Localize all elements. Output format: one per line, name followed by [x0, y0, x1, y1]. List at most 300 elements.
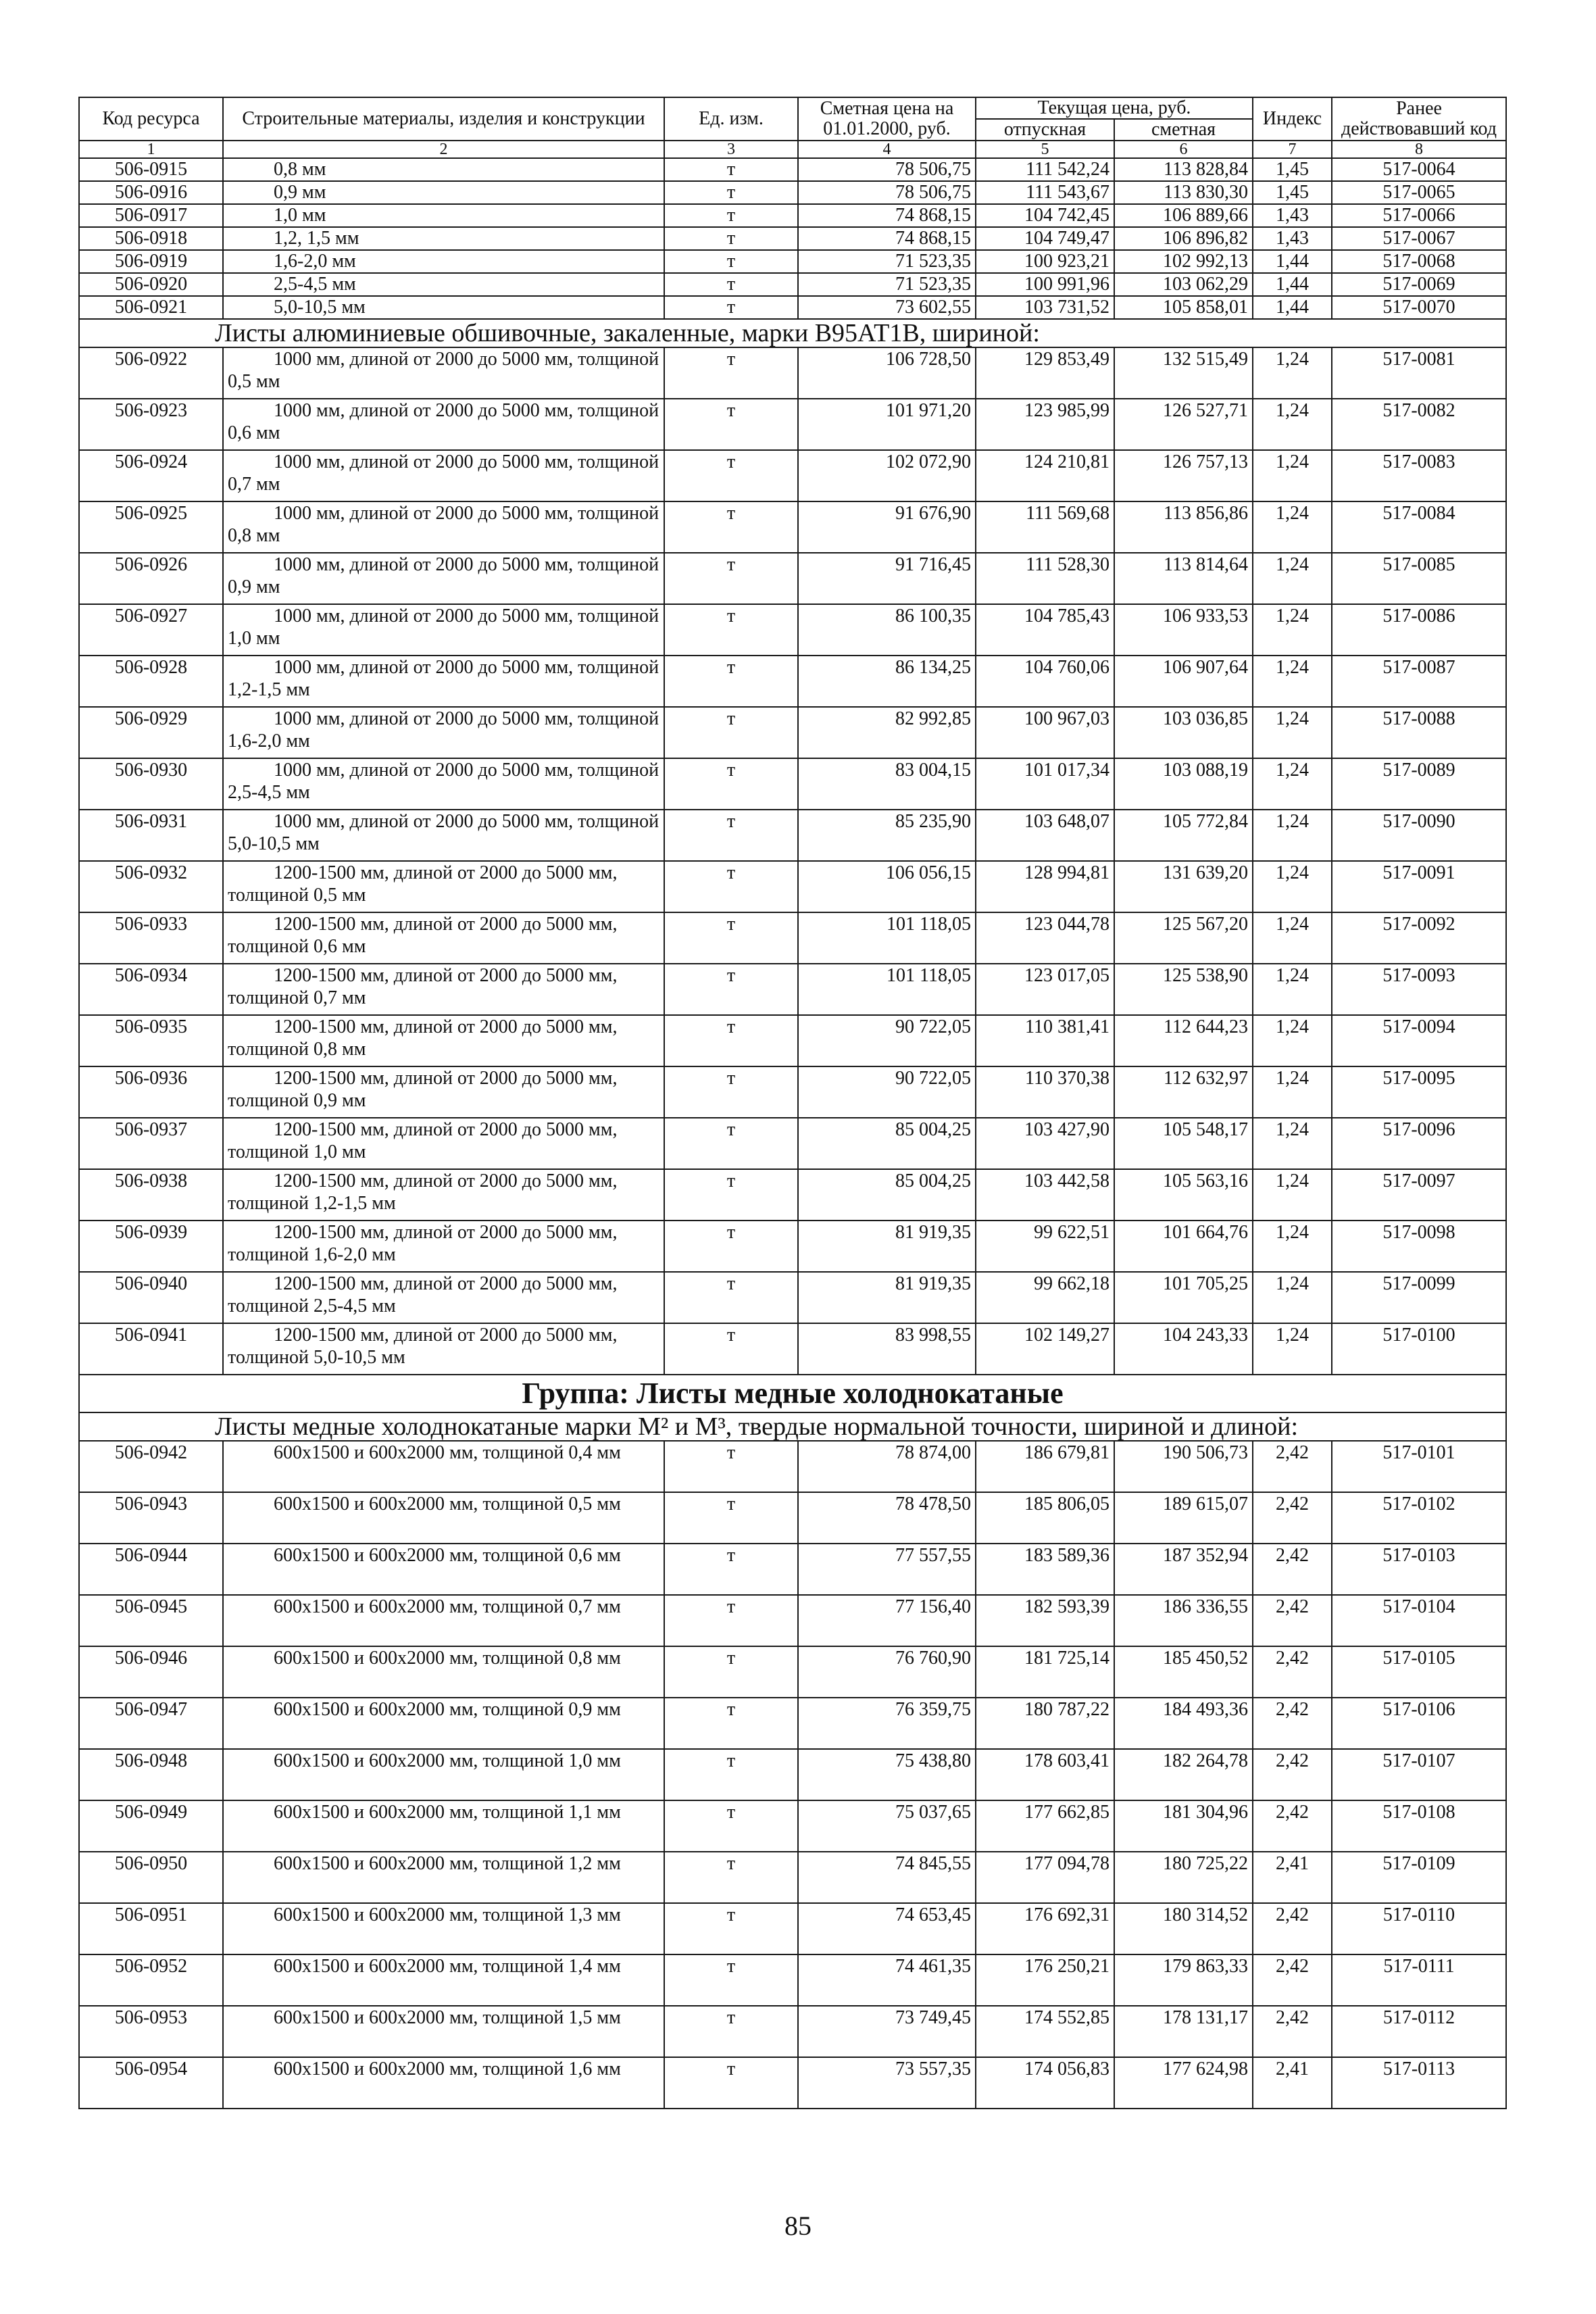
group-title: Группа: Листы медные холоднокатаные	[79, 1375, 1506, 1412]
price-index: 1,44	[1253, 296, 1332, 319]
unit-cell: т	[664, 1015, 798, 1066]
price-index: 1,24	[1253, 1066, 1332, 1118]
previous-code: 517-0092	[1332, 912, 1506, 964]
resource-code: 506-0930	[79, 758, 223, 810]
resource-code: 506-0941	[79, 1323, 223, 1375]
estimate-price: 101 705,25	[1114, 1272, 1253, 1323]
group-title-copper	[79, 1375, 1506, 1441]
unit-cell: т	[664, 1903, 798, 1954]
unit-cell: т	[664, 1221, 798, 1272]
base-price: 78 874,00	[798, 1441, 976, 1492]
table-row	[79, 227, 1506, 250]
table-row	[79, 1015, 1506, 1066]
release-price: 110 381,41	[976, 1015, 1114, 1066]
estimate-price: 125 567,20	[1114, 912, 1253, 964]
header-index: Индекс	[1253, 97, 1332, 141]
table-row	[79, 2006, 1506, 2057]
estimate-price: 113 856,86	[1114, 501, 1253, 553]
estimate-price: 105 563,16	[1114, 1169, 1253, 1221]
page-number: 85	[784, 2211, 812, 2241]
column-number-row	[79, 141, 1506, 158]
base-price: 91 716,45	[798, 553, 976, 604]
previous-code: 517-0091	[1332, 861, 1506, 912]
release-price: 111 569,68	[976, 501, 1114, 553]
table-row	[79, 1903, 1506, 1954]
header-estimate-price: Сметная цена на 01.01.2000, руб.	[798, 97, 976, 141]
material-description: 1200-1500 мм, длиной от 2000 до 5000 мм, толщиной 0,9 мм	[223, 1066, 664, 1118]
table-row	[79, 1272, 1506, 1323]
material-description: 1000 мм, длиной от 2000 до 5000 мм, толщиной 0,6 мм	[223, 399, 664, 450]
column-number: 6	[1114, 141, 1253, 158]
unit-cell: т	[664, 1749, 798, 1800]
estimate-price: 113 830,30	[1114, 181, 1253, 204]
unit-cell: т	[664, 1954, 798, 2006]
material-description: 1200-1500 мм, длиной от 2000 до 5000 мм, толщиной 2,5-4,5 мм	[223, 1272, 664, 1323]
base-price: 86 100,35	[798, 604, 976, 656]
header-unit: Ед. изм.	[664, 97, 798, 141]
table-row	[79, 1646, 1506, 1698]
release-price: 110 370,38	[976, 1066, 1114, 1118]
resource-code: 506-0949	[79, 1800, 223, 1852]
estimate-price: 112 632,97	[1114, 1066, 1253, 1118]
unit-cell: т	[664, 273, 798, 296]
estimate-price: 106 907,64	[1114, 656, 1253, 707]
base-price: 76 760,90	[798, 1646, 976, 1698]
resource-code: 506-0919	[79, 250, 223, 273]
resource-code: 506-0917	[79, 204, 223, 227]
price-index: 1,24	[1253, 1272, 1332, 1323]
unit-cell: т	[664, 1272, 798, 1323]
estimate-price: 185 450,52	[1114, 1646, 1253, 1698]
price-index: 1,24	[1253, 707, 1332, 758]
resource-code: 506-0922	[79, 347, 223, 399]
base-price: 90 722,05	[798, 1015, 976, 1066]
material-description: 600x1500 и 600x2000 мм, толщиной 1,0 мм	[223, 1749, 664, 1800]
base-price: 73 557,35	[798, 2057, 976, 2109]
material-description: 600x1500 и 600x2000 мм, толщиной 0,8 мм	[223, 1646, 664, 1698]
base-price: 91 676,90	[798, 501, 976, 553]
base-price: 85 004,25	[798, 1169, 976, 1221]
base-price: 74 845,55	[798, 1852, 976, 1903]
material-description: 600x1500 и 600x2000 мм, толщиной 1,2 мм	[223, 1852, 664, 1903]
price-index: 1,24	[1253, 604, 1332, 656]
table-row	[79, 181, 1506, 204]
release-price: 178 603,41	[976, 1749, 1114, 1800]
table-body-aluminum	[79, 347, 1506, 1375]
estimate-price: 187 352,94	[1114, 1544, 1253, 1595]
table-row	[79, 861, 1506, 912]
material-description: 0,9 мм	[223, 181, 664, 204]
base-price: 82 992,85	[798, 707, 976, 758]
base-price: 85 004,25	[798, 1118, 976, 1169]
price-index: 2,42	[1253, 1954, 1332, 2006]
resource-code: 506-0944	[79, 1544, 223, 1595]
base-price: 102 072,90	[798, 450, 976, 501]
column-number: 2	[223, 141, 664, 158]
unit-cell: т	[664, 1698, 798, 1749]
previous-code: 517-0070	[1332, 296, 1506, 319]
price-index: 1,24	[1253, 964, 1332, 1015]
unit-cell: т	[664, 1066, 798, 1118]
price-index: 1,24	[1253, 912, 1332, 964]
material-description: 1000 мм, длиной от 2000 до 5000 мм, толщиной 1,0 мм	[223, 604, 664, 656]
base-price: 74 868,15	[798, 204, 976, 227]
previous-code: 517-0084	[1332, 501, 1506, 553]
estimate-price: 180 725,22	[1114, 1852, 1253, 1903]
unit-cell: т	[664, 450, 798, 501]
resource-code: 506-0947	[79, 1698, 223, 1749]
table-row	[79, 1698, 1506, 1749]
price-index: 2,42	[1253, 2006, 1332, 2057]
material-description: 1000 мм, длиной от 2000 до 5000 мм, толщиной 1,6-2,0 мм	[223, 707, 664, 758]
material-description: 600x1500 и 600x2000 мм, толщиной 0,7 мм	[223, 1595, 664, 1646]
unit-cell: т	[664, 181, 798, 204]
table-row	[79, 656, 1506, 707]
price-table	[78, 97, 1507, 2109]
base-price: 85 235,90	[798, 810, 976, 861]
release-price: 102 149,27	[976, 1323, 1114, 1375]
base-price: 74 653,45	[798, 1903, 976, 1954]
previous-code: 517-0083	[1332, 450, 1506, 501]
previous-code: 517-0069	[1332, 273, 1506, 296]
header-release-price: отпускная	[976, 119, 1114, 141]
estimate-price: 113 814,64	[1114, 553, 1253, 604]
base-price: 75 438,80	[798, 1749, 976, 1800]
resource-code: 506-0924	[79, 450, 223, 501]
estimate-price: 131 639,20	[1114, 861, 1253, 912]
material-description: 1000 мм, длиной от 2000 до 5000 мм, толщиной 0,5 мм	[223, 347, 664, 399]
release-price: 177 662,85	[976, 1800, 1114, 1852]
unit-cell: т	[664, 204, 798, 227]
estimate-price: 126 757,13	[1114, 450, 1253, 501]
material-description: 600x1500 и 600x2000 мм, толщиной 1,5 мм	[223, 2006, 664, 2057]
price-index: 1,24	[1253, 399, 1332, 450]
release-price: 104 785,43	[976, 604, 1114, 656]
material-description: 1200-1500 мм, длиной от 2000 до 5000 мм, толщиной 1,2-1,5 мм	[223, 1169, 664, 1221]
unit-cell: т	[664, 2057, 798, 2109]
estimate-price: 105 858,01	[1114, 296, 1253, 319]
table-body-copper	[79, 1441, 1506, 2109]
section-title: Листы алюминиевые обшивочные, закаленные, марки В95АТ1В, шириной:	[79, 319, 1506, 347]
previous-code: 517-0108	[1332, 1800, 1506, 1852]
release-price: 103 427,90	[976, 1118, 1114, 1169]
table-row	[79, 296, 1506, 319]
resource-code: 506-0938	[79, 1169, 223, 1221]
estimate-price: 105 772,84	[1114, 810, 1253, 861]
release-price: 103 442,58	[976, 1169, 1114, 1221]
unit-cell: т	[664, 861, 798, 912]
table-row	[79, 604, 1506, 656]
release-price: 104 749,47	[976, 227, 1114, 250]
unit-cell: т	[664, 810, 798, 861]
release-price: 182 593,39	[976, 1595, 1114, 1646]
unit-cell: т	[664, 158, 798, 181]
resource-code: 506-0932	[79, 861, 223, 912]
resource-code: 506-0926	[79, 553, 223, 604]
base-price: 73 602,55	[798, 296, 976, 319]
resource-code: 506-0918	[79, 227, 223, 250]
release-price: 124 210,81	[976, 450, 1114, 501]
price-index: 1,24	[1253, 1118, 1332, 1169]
material-description: 2,5-4,5 мм	[223, 273, 664, 296]
previous-code: 517-0107	[1332, 1749, 1506, 1800]
resource-code: 506-0936	[79, 1066, 223, 1118]
base-price: 77 557,55	[798, 1544, 976, 1595]
unit-cell: т	[664, 1492, 798, 1544]
release-price: 186 679,81	[976, 1441, 1114, 1492]
unit-cell: т	[664, 1441, 798, 1492]
price-index: 1,43	[1253, 227, 1332, 250]
release-price: 176 250,21	[976, 1954, 1114, 2006]
material-description: 1200-1500 мм, длиной от 2000 до 5000 мм, толщиной 1,6-2,0 мм	[223, 1221, 664, 1272]
estimate-price: 113 828,84	[1114, 158, 1253, 181]
price-index: 2,42	[1253, 1800, 1332, 1852]
estimate-price: 189 615,07	[1114, 1492, 1253, 1544]
table-row	[79, 501, 1506, 553]
resource-code: 506-0931	[79, 810, 223, 861]
previous-code: 517-0101	[1332, 1441, 1506, 1492]
estimate-price: 182 264,78	[1114, 1749, 1253, 1800]
resource-code: 506-0948	[79, 1749, 223, 1800]
material-description: 1000 мм, длиной от 2000 до 5000 мм, толщиной 1,2-1,5 мм	[223, 656, 664, 707]
resource-code: 506-0916	[79, 181, 223, 204]
material-description: 0,8 мм	[223, 158, 664, 181]
previous-code: 517-0081	[1332, 347, 1506, 399]
base-price: 74 461,35	[798, 1954, 976, 2006]
price-index: 1,24	[1253, 1015, 1332, 1066]
estimate-price: 103 036,85	[1114, 707, 1253, 758]
previous-code: 517-0088	[1332, 707, 1506, 758]
base-price: 86 134,25	[798, 656, 976, 707]
estimate-price: 106 933,53	[1114, 604, 1253, 656]
table-row	[79, 158, 1506, 181]
release-price: 111 543,67	[976, 181, 1114, 204]
resource-code: 506-0928	[79, 656, 223, 707]
release-price: 177 094,78	[976, 1852, 1114, 1903]
table-header	[79, 97, 1506, 158]
column-number: 7	[1253, 141, 1332, 158]
unit-cell: т	[664, 1800, 798, 1852]
resource-code: 506-0951	[79, 1903, 223, 1954]
material-description: 1000 мм, длиной от 2000 до 5000 мм, толщиной 0,8 мм	[223, 501, 664, 553]
base-price: 74 868,15	[798, 227, 976, 250]
column-number: 4	[798, 141, 976, 158]
previous-code: 517-0096	[1332, 1118, 1506, 1169]
previous-code: 517-0093	[1332, 964, 1506, 1015]
material-description: 1200-1500 мм, длиной от 2000 до 5000 мм, толщиной 0,7 мм	[223, 964, 664, 1015]
release-price: 123 985,99	[976, 399, 1114, 450]
unit-cell: т	[664, 1169, 798, 1221]
table-row	[79, 1118, 1506, 1169]
estimate-price: 105 548,17	[1114, 1118, 1253, 1169]
release-price: 104 760,06	[976, 656, 1114, 707]
resource-code: 506-0942	[79, 1441, 223, 1492]
table-row	[79, 1066, 1506, 1118]
previous-code: 517-0089	[1332, 758, 1506, 810]
price-index: 1,24	[1253, 1221, 1332, 1272]
base-price: 83 004,15	[798, 758, 976, 810]
header-current-price: Текущая цена, руб.	[976, 97, 1253, 119]
table-row	[79, 1749, 1506, 1800]
unit-cell: т	[664, 1852, 798, 1903]
previous-code: 517-0082	[1332, 399, 1506, 450]
unit-cell: т	[664, 250, 798, 273]
previous-code: 517-0095	[1332, 1066, 1506, 1118]
table-row	[79, 707, 1506, 758]
previous-code: 517-0067	[1332, 227, 1506, 250]
table-row	[79, 964, 1506, 1015]
base-price: 71 523,35	[798, 273, 976, 296]
header-materials: Строительные материалы, изделия и конструкции	[223, 97, 664, 141]
release-price: 100 991,96	[976, 273, 1114, 296]
previous-code: 517-0105	[1332, 1646, 1506, 1698]
estimate-price: 106 889,66	[1114, 204, 1253, 227]
resource-code: 506-0945	[79, 1595, 223, 1646]
unit-cell: т	[664, 2006, 798, 2057]
estimate-price: 184 493,36	[1114, 1698, 1253, 1749]
material-description: 1200-1500 мм, длиной от 2000 до 5000 мм, толщиной 0,6 мм	[223, 912, 664, 964]
price-index: 1,24	[1253, 450, 1332, 501]
previous-code: 517-0106	[1332, 1698, 1506, 1749]
previous-code: 517-0066	[1332, 204, 1506, 227]
unit-cell: т	[664, 296, 798, 319]
release-price: 99 662,18	[976, 1272, 1114, 1323]
resource-code: 506-0943	[79, 1492, 223, 1544]
price-index: 2,42	[1253, 1595, 1332, 1646]
estimate-price: 106 896,82	[1114, 227, 1253, 250]
column-number: 8	[1332, 141, 1506, 158]
table-row	[79, 810, 1506, 861]
column-number: 3	[664, 141, 798, 158]
estimate-price: 101 664,76	[1114, 1221, 1253, 1272]
release-price: 111 528,30	[976, 553, 1114, 604]
material-description: 5,0-10,5 мм	[223, 296, 664, 319]
previous-code: 517-0113	[1332, 2057, 1506, 2109]
material-description: 1000 мм, длиной от 2000 до 5000 мм, толщиной 0,9 мм	[223, 553, 664, 604]
material-description: 600x1500 и 600x2000 мм, толщиной 0,5 мм	[223, 1492, 664, 1544]
material-description: 1200-1500 мм, длиной от 2000 до 5000 мм, толщиной 1,0 мм	[223, 1118, 664, 1169]
previous-code: 517-0104	[1332, 1595, 1506, 1646]
release-price: 99 622,51	[976, 1221, 1114, 1272]
unit-cell: т	[664, 501, 798, 553]
release-price: 185 806,05	[976, 1492, 1114, 1544]
column-number: 1	[79, 141, 223, 158]
price-index: 2,42	[1253, 1544, 1332, 1595]
previous-code: 517-0065	[1332, 181, 1506, 204]
price-index: 2,42	[1253, 1646, 1332, 1698]
material-description: 600x1500 и 600x2000 мм, толщиной 0,9 мм	[223, 1698, 664, 1749]
base-price: 71 523,35	[798, 250, 976, 273]
previous-code: 517-0112	[1332, 2006, 1506, 2057]
previous-code: 517-0109	[1332, 1852, 1506, 1903]
material-description: 1000 мм, длиной от 2000 до 5000 мм, толщиной 2,5-4,5 мм	[223, 758, 664, 810]
table-row	[79, 1221, 1506, 1272]
release-price: 103 648,07	[976, 810, 1114, 861]
estimate-price: 177 624,98	[1114, 2057, 1253, 2109]
estimate-price: 126 527,71	[1114, 399, 1253, 450]
table-row	[79, 1852, 1506, 1903]
price-index: 1,24	[1253, 758, 1332, 810]
previous-code: 517-0102	[1332, 1492, 1506, 1544]
resource-code: 506-0923	[79, 399, 223, 450]
price-index: 1,44	[1253, 273, 1332, 296]
estimate-price: 103 062,29	[1114, 273, 1253, 296]
base-price: 101 971,20	[798, 399, 976, 450]
unit-cell: т	[664, 1544, 798, 1595]
previous-code: 517-0097	[1332, 1169, 1506, 1221]
material-description: 600x1500 и 600x2000 мм, толщиной 1,3 мм	[223, 1903, 664, 1954]
material-description: 600x1500 и 600x2000 мм, толщиной 1,6 мм	[223, 2057, 664, 2109]
estimate-price: 186 336,55	[1114, 1595, 1253, 1646]
price-index: 1,24	[1253, 553, 1332, 604]
release-price: 111 542,24	[976, 158, 1114, 181]
previous-code: 517-0100	[1332, 1323, 1506, 1375]
base-price: 78 506,75	[798, 158, 976, 181]
unit-cell: т	[664, 964, 798, 1015]
section-title-aluminum	[79, 319, 1506, 347]
resource-code: 506-0935	[79, 1015, 223, 1066]
resource-code: 506-0925	[79, 501, 223, 553]
resource-code: 506-0927	[79, 604, 223, 656]
resource-code: 506-0952	[79, 1954, 223, 2006]
material-description: 1200-1500 мм, длиной от 2000 до 5000 мм, толщиной 0,8 мм	[223, 1015, 664, 1066]
table-row	[79, 1800, 1506, 1852]
header-prev-code: Ранее действовавший код	[1332, 97, 1506, 141]
price-index: 2,42	[1253, 1749, 1332, 1800]
release-price: 101 017,34	[976, 758, 1114, 810]
base-price: 101 118,05	[798, 912, 976, 964]
price-index: 2,42	[1253, 1492, 1332, 1544]
previous-code: 517-0094	[1332, 1015, 1506, 1066]
base-price: 101 118,05	[798, 964, 976, 1015]
resource-code: 506-0953	[79, 2006, 223, 2057]
release-price: 128 994,81	[976, 861, 1114, 912]
unit-cell: т	[664, 707, 798, 758]
release-price: 123 017,05	[976, 964, 1114, 1015]
price-index: 2,41	[1253, 2057, 1332, 2109]
table-body-top	[79, 158, 1506, 319]
material-description: 1200-1500 мм, длиной от 2000 до 5000 мм, толщиной 0,5 мм	[223, 861, 664, 912]
release-price: 174 056,83	[976, 2057, 1114, 2109]
material-description: 600x1500 и 600x2000 мм, толщиной 0,4 мм	[223, 1441, 664, 1492]
release-price: 176 692,31	[976, 1903, 1114, 1954]
release-price: 129 853,49	[976, 347, 1114, 399]
table-row	[79, 347, 1506, 399]
base-price: 78 478,50	[798, 1492, 976, 1544]
release-price: 103 731,52	[976, 296, 1114, 319]
release-price: 174 552,85	[976, 2006, 1114, 2057]
previous-code: 517-0111	[1332, 1954, 1506, 2006]
price-index: 2,42	[1253, 1441, 1332, 1492]
estimate-price: 112 644,23	[1114, 1015, 1253, 1066]
estimate-price: 178 131,17	[1114, 2006, 1253, 2057]
material-description: 1,2, 1,5 мм	[223, 227, 664, 250]
previous-code: 517-0085	[1332, 553, 1506, 604]
section-title: Листы медные холоднокатаные марки М² и М³, твердые нормальной точности, шириной и длиной:	[79, 1412, 1506, 1441]
price-index: 1,24	[1253, 656, 1332, 707]
base-price: 90 722,05	[798, 1066, 976, 1118]
previous-code: 517-0064	[1332, 158, 1506, 181]
table-row	[79, 399, 1506, 450]
table-row	[79, 1323, 1506, 1375]
column-number: 5	[976, 141, 1114, 158]
base-price: 106 728,50	[798, 347, 976, 399]
resource-code: 506-0946	[79, 1646, 223, 1698]
previous-code: 517-0086	[1332, 604, 1506, 656]
table-row	[79, 250, 1506, 273]
price-index: 1,45	[1253, 181, 1332, 204]
price-index: 1,45	[1253, 158, 1332, 181]
